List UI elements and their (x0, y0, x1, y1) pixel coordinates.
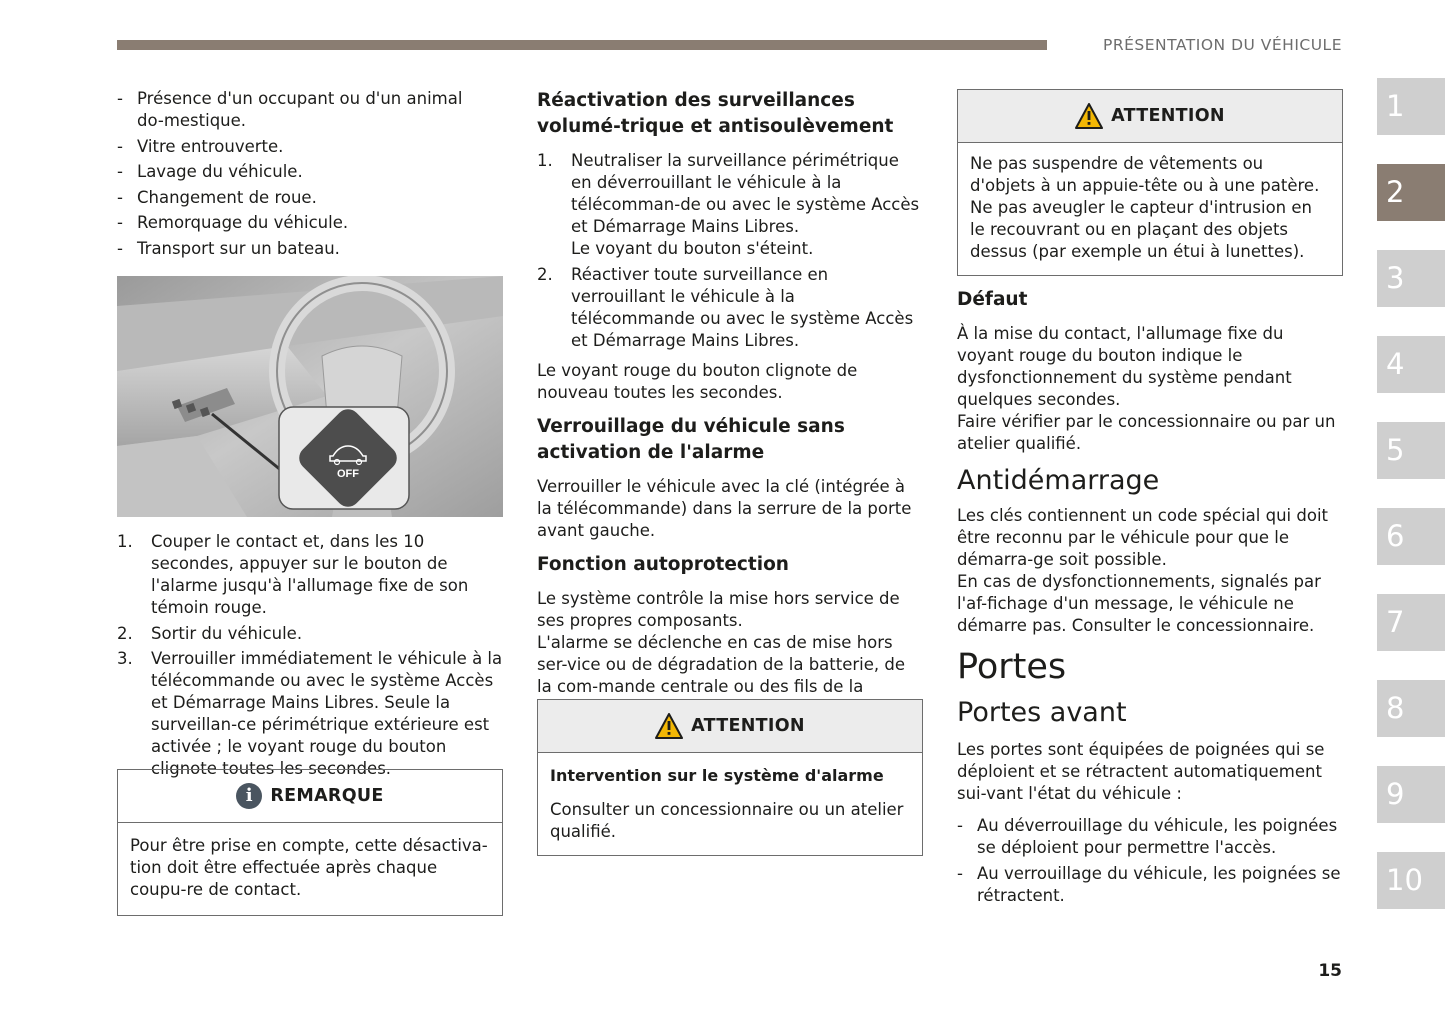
note-title: REMARQUE (270, 786, 384, 806)
list-item: - Lavage du véhicule. (117, 161, 477, 183)
list-item: - Changement de roue. (117, 187, 477, 209)
column-1 (117, 88, 503, 263)
deactivation-steps (117, 531, 503, 780)
paragraph: À la mise du contact, l'allumage fixe du voyant rouge du bouton indique le dysfonctionnement du système pendant quelques secondes. (957, 324, 1292, 409)
attention-subtitle: Intervention sur le système d'alarme (550, 766, 884, 785)
attention-title: ATTENTION (1111, 106, 1225, 126)
attention-box-sensor (957, 89, 1343, 276)
chapter-tab-6[interactable]: 6 (1377, 508, 1445, 565)
warning-icon (655, 713, 683, 739)
chapter-tab-5[interactable]: 5 (1377, 422, 1445, 479)
list-item: - Présence d'un occupant ou d'un animal do-mestique. (117, 88, 477, 132)
page-number: 15 (1318, 961, 1342, 981)
list-item: - Au verrouillage du véhicule, les poignées se rétractent. (957, 863, 1343, 907)
note-box (117, 769, 503, 916)
heading-antidemarrage: Antidémarrage (957, 465, 1160, 496)
step-item: 2. Réactiver toute surveillance en verrouillant le véhicule à la télécommande ou avec le système Accès et Démarrage Mains Libres. (537, 264, 914, 350)
paragraph: Les portes sont équipées de poignées qui se déploient et se rétractent automatiquement sui-vant l'état du véhicule : (957, 740, 1325, 803)
condition-list (117, 88, 477, 260)
attention-title: ATTENTION (691, 716, 805, 736)
attention-box-alarm (537, 699, 923, 856)
column-3 (957, 287, 1343, 910)
column-1-lower (117, 531, 503, 784)
paragraph: L'alarme se déclenche en cas de mise hors ser-vice ou de dégradation de la batterie, de la com-mande centrale ou des fils de la (537, 632, 906, 696)
note-header (118, 770, 502, 823)
button-off-label: OFF (337, 468, 359, 480)
attention-header (538, 700, 922, 753)
attention-body (538, 753, 922, 855)
header-rule (117, 40, 1047, 50)
step-item: 1. Couper le contact et, dans les 10 secondes, appuyer sur le bouton de l'alarme jusqu'à l'allumage fixe de son témoin rouge. (117, 532, 469, 617)
attention-body (958, 143, 1342, 275)
dashboard-illustration (117, 276, 503, 517)
chapter-tab-7[interactable]: 7 (1377, 594, 1445, 651)
list-item: - Vitre entrouverte. (117, 136, 477, 158)
paragraph: Les clés contiennent un code spécial qui doit être reconnu par le véhicule pour que le démarra-ge soit possible. (957, 506, 1329, 569)
attention-text: Ne pas suspendre de vêtements ou d'objets à un appuie-tête ou à une patère. (970, 154, 1320, 195)
reactivation-steps (537, 150, 923, 352)
chapter-tab-1[interactable]: 1 (1377, 78, 1445, 135)
section-title: PRÉSENTATION DU VÉHICULE (1103, 36, 1342, 54)
chapter-tab-4[interactable]: 4 (1377, 336, 1445, 393)
heading-reactivation: Réactivation des surveillances volumé-trique et antisoulèvement (537, 90, 894, 137)
heading-defaut: Défaut (957, 289, 1028, 310)
paragraph: En cas de dysfonctionnements, signalés par l'af-fichage d'un message, le véhicule ne démarre pas. Consulter le concessionnaire. (957, 572, 1321, 635)
attention-header (958, 90, 1342, 143)
warning-icon (1075, 103, 1103, 129)
heading-lock-no-alarm: Verrouillage du véhicule sans activation de l'alarme (537, 415, 845, 463)
chapter-tab-3[interactable]: 3 (1377, 250, 1445, 307)
paragraph: Faire vérifier par le concessionnaire ou par un atelier qualifié. (957, 412, 1336, 453)
step-item: 1. Neutraliser la surveillance périmétrique en déverrouillant le véhicule à la télécomman-de ou avec le système Accès et Démarrage Mains Libres. Le voyant du bouton s'éteint. (537, 151, 920, 258)
step-item: 2. Sortir du véhicule. (117, 623, 303, 643)
chapter-tab-2[interactable]: 2 (1377, 164, 1445, 221)
heading-autoprotection: Fonction autoprotection (537, 553, 789, 575)
paragraph: Verrouiller le véhicule avec la clé (intégrée à la télécommande) dans la serrure de la porte avant gauche. (537, 476, 912, 540)
heading-portes-avant: Portes avant (957, 697, 1127, 728)
list-item: - Au déverrouillage du véhicule, les poignées se déploient pour permettre l'accès. (957, 815, 1343, 859)
step-item: 3. Verrouiller immédiatement le véhicule à la télécommande ou avec le système Accès et Démarrage Mains Libres. Seule la surveillan-ce périmétrique extérieure est activée ; le voyant rouge du bouton clignote toutes les secondes. (117, 649, 503, 778)
paragraph: Le système contrôle la mise hors service de ses propres composants. (537, 588, 900, 630)
attention-text: Ne pas aveugler le capteur d'intrusion en le recouvrant ou en plaçant des objets dessus (par exemple un étui à lunettes). (970, 198, 1312, 261)
chapter-tab-9[interactable]: 9 (1377, 766, 1445, 823)
list-item: - Transport sur un bateau. (117, 238, 477, 260)
list-item: - Remorquage du véhicule. (117, 212, 477, 234)
heading-portes: Portes (957, 647, 1067, 687)
attention-text: Consulter un concessionnaire ou un atelier qualifié. (550, 800, 904, 841)
chapter-tab-10[interactable]: 10 (1377, 852, 1445, 909)
paragraph: Le voyant rouge du bouton clignote de nouveau toutes les secondes. (537, 360, 858, 402)
door-handle-list (957, 815, 1343, 907)
column-2 (537, 88, 923, 720)
info-icon: i (236, 783, 262, 809)
note-body: Pour être prise en compte, cette désactiva-tion doit être effectuée après chaque coupu-re de contact. (130, 836, 488, 899)
chapter-tab-8[interactable]: 8 (1377, 680, 1445, 737)
